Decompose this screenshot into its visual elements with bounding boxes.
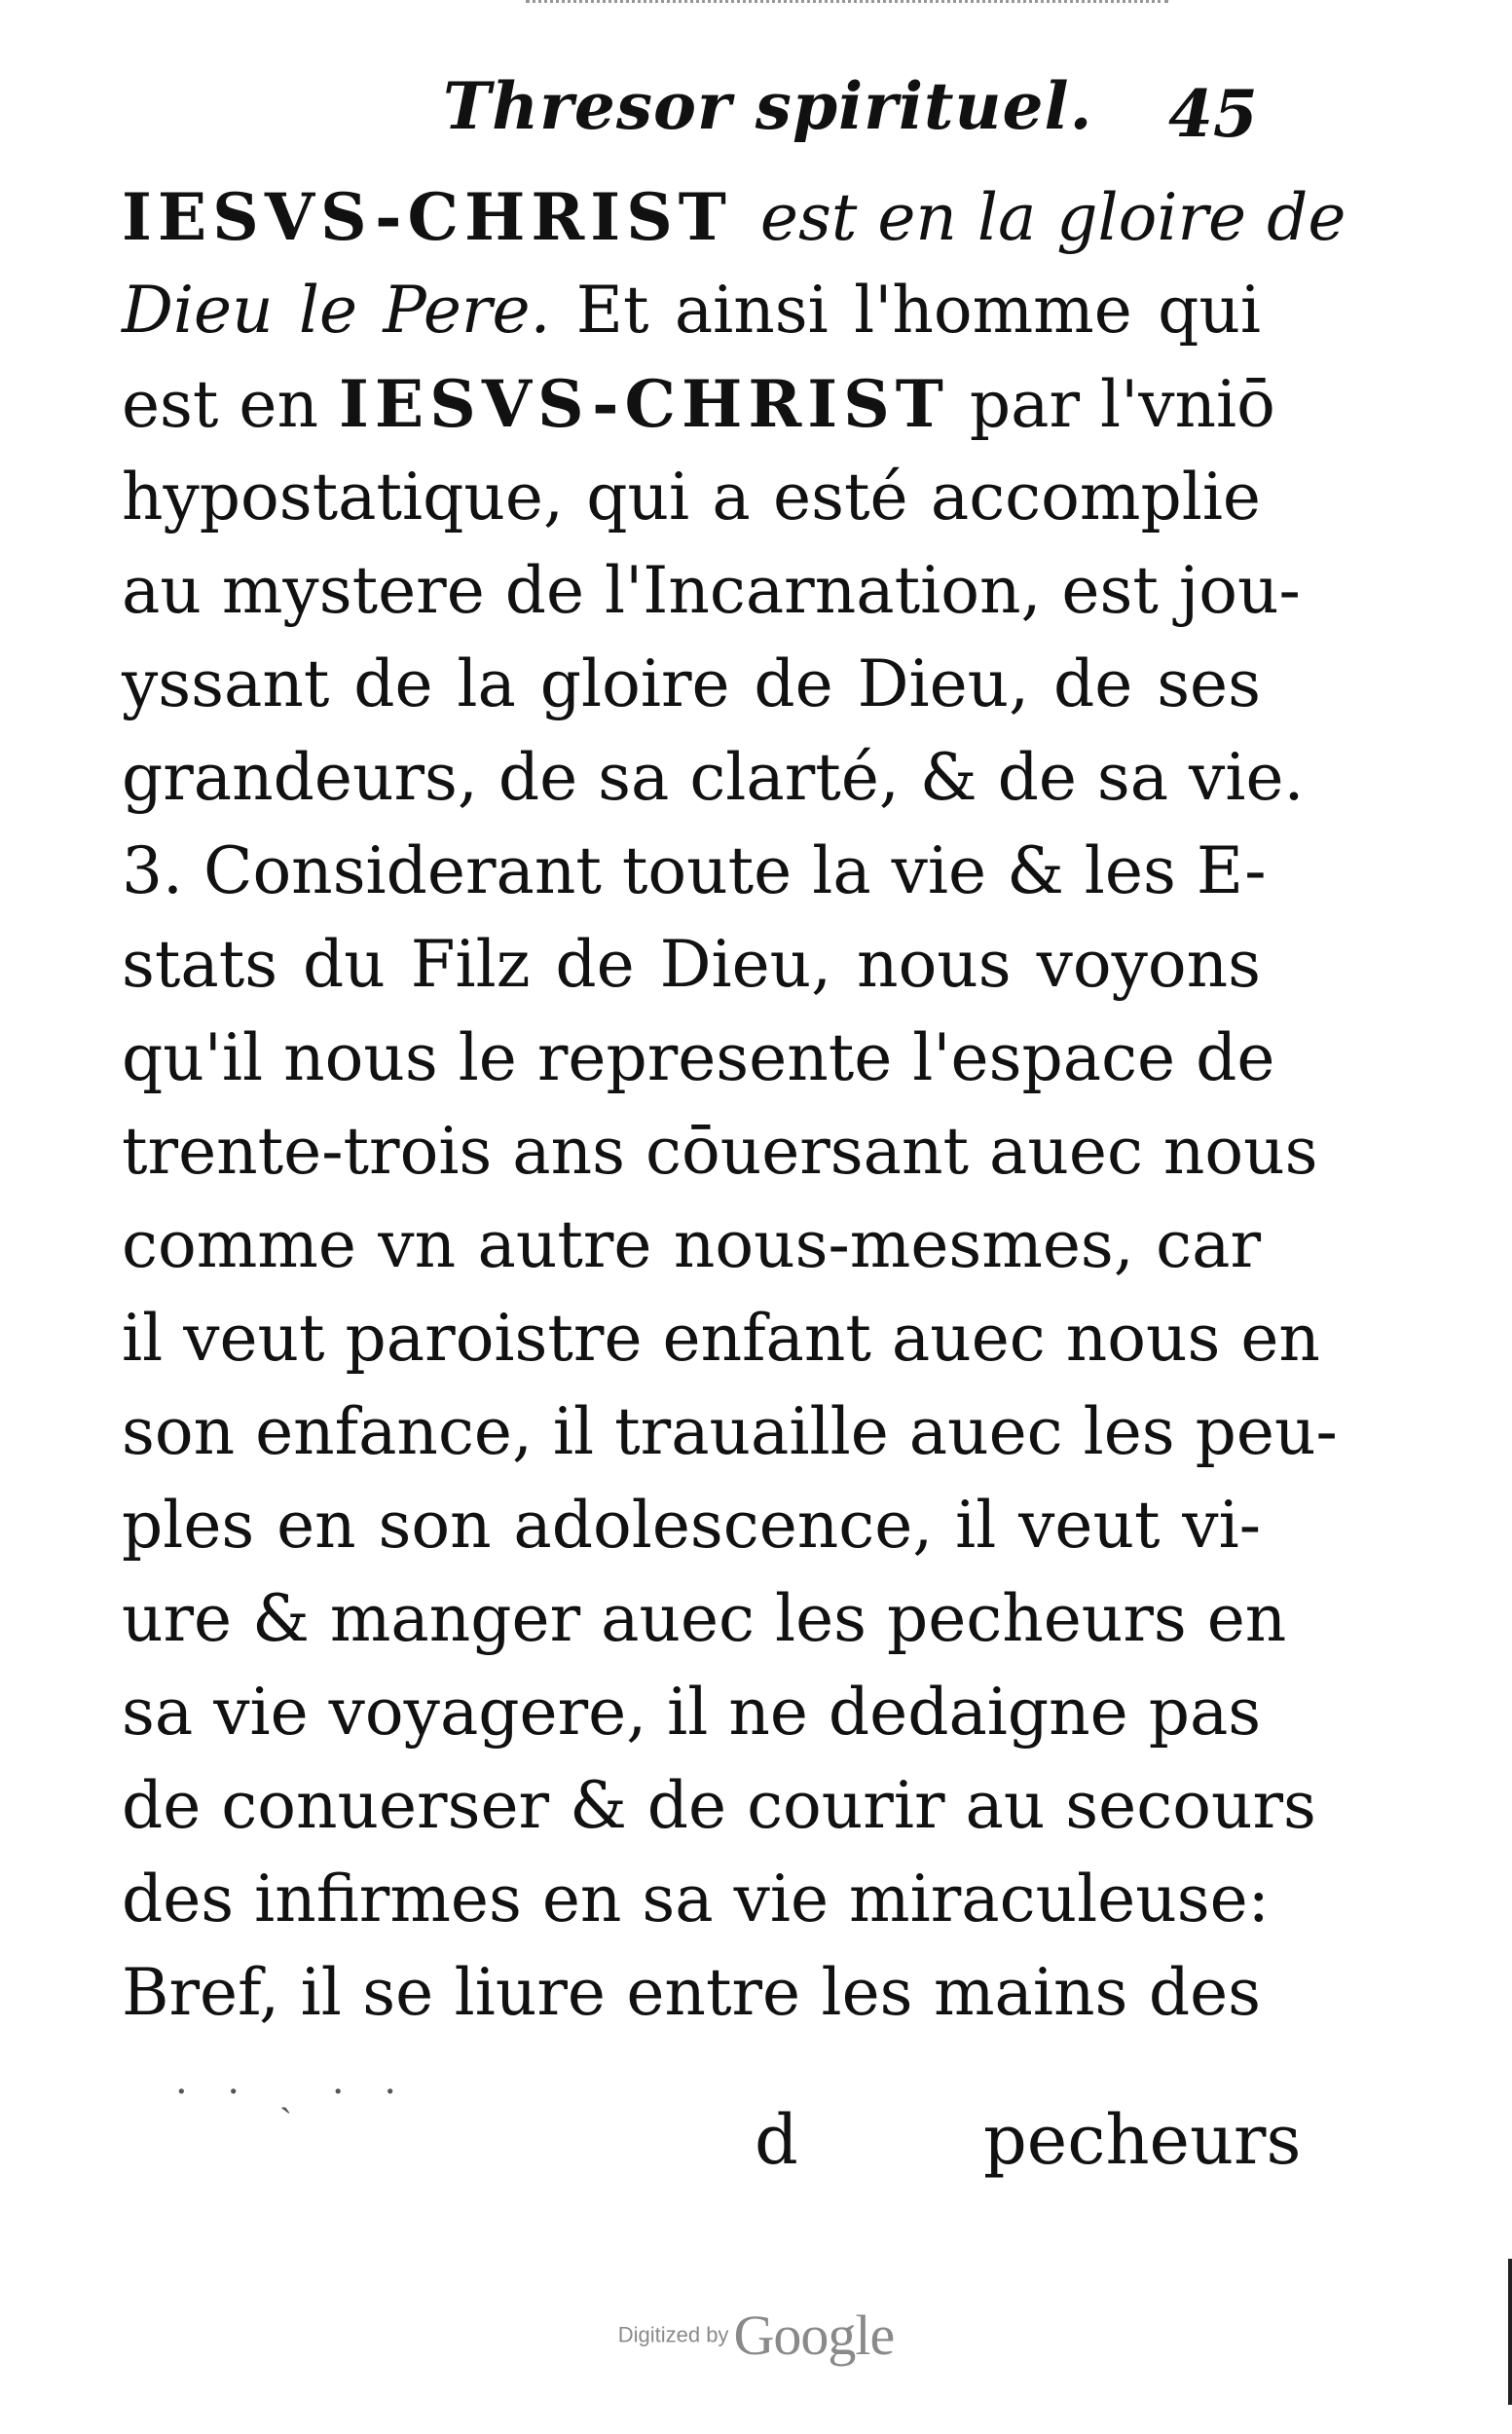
text-segment: est en la gloire de [759,180,1346,255]
text-segment: il veut paroistre enfant auec nous en [122,1301,1320,1376]
text-line [122,1012,1275,1105]
text-segment: est en [122,367,339,442]
text-line [122,1105,1318,1199]
text-line [122,1946,1261,2040]
text-line [122,451,1261,544]
text-line [122,1479,1261,1572]
text-segment: des infirmes en sa vie miraculeuse: [122,1862,1270,1936]
text-segment: hypostatique, qui a esté accomplie [122,460,1261,535]
text-segment: sa vie voyagere, il ne dedaigne pas [122,1675,1262,1750]
text-line [122,1199,1261,1292]
text-segment: 3. Considerant toute la vie & les E- [122,833,1267,908]
text-segment: IESVS-CHRIST [338,366,949,442]
running-head [0,58,1512,152]
running-title: Thresor spirituel. [443,68,1093,144]
text-segment: stats du Filz de Dieu, nous voyons [122,927,1261,1002]
text-line [122,1385,1338,1479]
text-line [122,264,1261,357]
text-line [122,544,1301,638]
text-line [122,1572,1287,1666]
text-line [122,1759,1316,1853]
catchword: pecheurs [983,2100,1302,2180]
text-line [122,357,1275,451]
text-line [122,731,1305,825]
text-line [122,638,1261,731]
text-segment: Bref, il se liure entre les mains des [122,1955,1261,2030]
signature-mark: d [755,2100,798,2180]
text-line [122,1666,1261,1759]
text-line [122,918,1261,1012]
ink-specks: · · ˏ · · [175,2070,411,2115]
digitized-watermark [0,2303,1512,2368]
text-line [122,170,1346,264]
text-segment: IESVS-CHRIST [122,179,760,255]
text-segment: grandeurs, de sa clarté, & de sa vie. [122,740,1305,815]
text-segment: par l'vniō [948,367,1275,442]
text-segment: ure & manger auec les pecheurs en [122,1581,1287,1656]
text-segment: yssant de la gloire de Dieu, de ses [122,646,1261,721]
text-segment: Et ainsi l'homme qui [550,273,1261,348]
text-segment: Dieu le Pere. [122,273,551,348]
text-line [122,1853,1270,1946]
text-segment: comme vn autre nous-mesmes, car [122,1207,1261,1282]
text-segment: au mystere de l'Incarnation, est jou- [122,553,1301,628]
page-number: 45 [1168,76,1258,152]
text-line [122,825,1267,918]
digitized-by-label: Digitized by [617,2322,729,2347]
text-line [122,1292,1320,1385]
text-segment: trente-trois ans cōuersant auec nous [122,1114,1318,1189]
page-footer [0,2091,1512,2189]
google-wordmark: Google [733,2304,895,2367]
body-text [122,170,1346,2040]
top-edge-bleed [526,0,1168,17]
text-segment: ples en son adolescence, il veut vi- [122,1488,1261,1563]
text-segment: qu'il nous le represente l'espace de [122,1020,1275,1095]
text-segment: son enfance, il trauaille auec les peu- [122,1394,1338,1469]
text-segment: de conuerser & de courir au secours [122,1768,1316,1843]
